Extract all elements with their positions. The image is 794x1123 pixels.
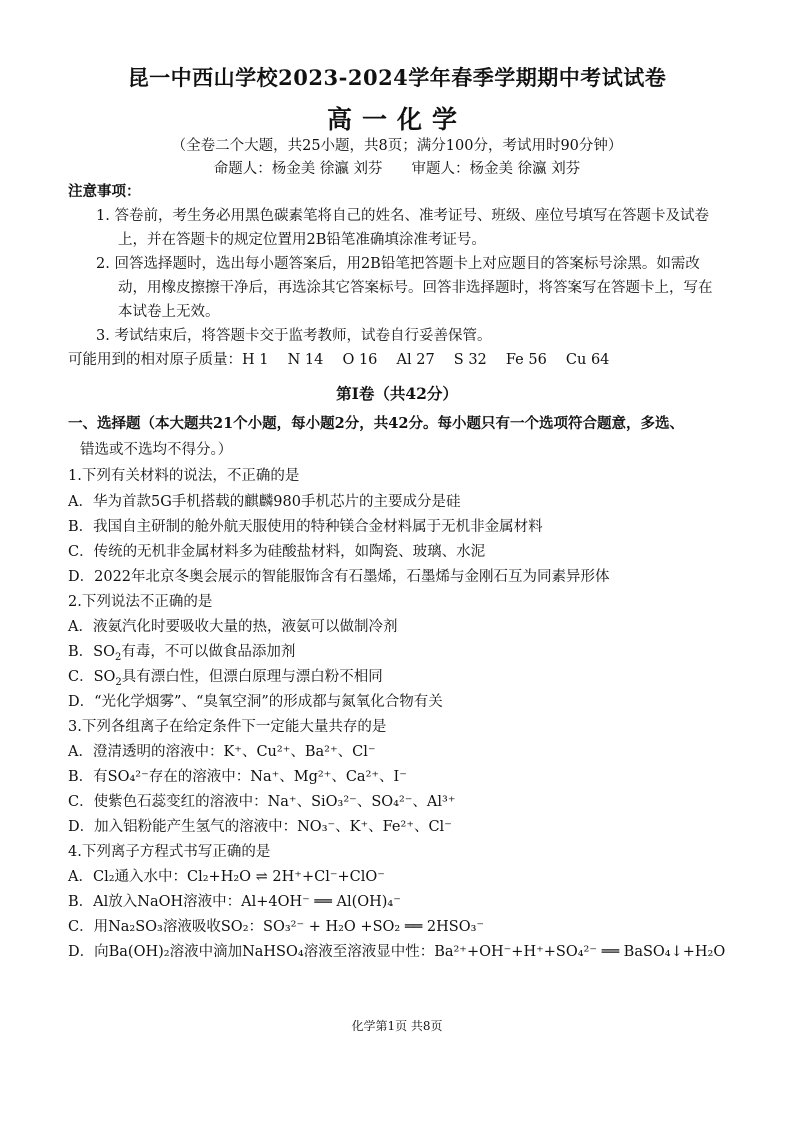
- q4-option-a: A．Cl₂通入水中：Cl₂+H₂O ⇌ 2H⁺+Cl⁻+ClO⁻: [68, 869, 385, 885]
- q3-option-d: D．加入铝粉能产生氢气的溶液中：NO₃⁻、K⁺、Fe²⁺、Cl⁻: [68, 819, 452, 835]
- exam-authors: 命题人：杨金美 徐瀛 刘芬 审题人：杨金美 徐瀛 刘芬: [213, 161, 581, 177]
- note-3: 3. 考试结束后，将答题卡交于监考教师，试卷自行妥善保管。: [96, 328, 492, 344]
- q2-option-a: A．液氨汽化时要吸收大量的热，液氨可以做制冷剂: [68, 619, 398, 635]
- subject-title: 高一化学: [326, 105, 467, 134]
- section-instruction-text: 一、选择题（本大题共21个小题，每小题2分，共42分。每小题只有一个选项符合题意，多选、: [68, 415, 684, 432]
- q2-option-c-part2: 具有漂白性，但漂白原理与漂白粉不相同: [121, 669, 383, 685]
- q2-option-b: B．$SO_2$有毒，不可以做食品添加剂: [68, 644, 296, 663]
- q2-option-b-part2: 有毒，不可以做食品添加剂: [121, 644, 296, 660]
- exam-info: （全卷二个大题，共25小题，共8页；满分100分，考试用时90分钟）: [171, 138, 623, 154]
- section-instruction-1: [68, 414, 684, 434]
- note-2a: 2. 回答选择题时，选出每小题答案后，用2B铅笔把答题卡上对应题目的答案标号涂黑。如需改: [96, 256, 700, 272]
- section-instruction-2: 错选或不选均不得分。）: [80, 442, 233, 458]
- q1-option-c: C．传统的无机非金属材料多为硅酸盐材料，如陶瓷、玻璃、水泥: [68, 544, 486, 560]
- q2-option-c-part1: C．SO: [68, 669, 116, 685]
- q1-option-a: A．华为首款5G手机搭载的麒麟980手机芯片的主要成分是硅: [68, 494, 461, 510]
- notes-heading: 注意事项：: [68, 183, 141, 200]
- q1-stem: 1.下列有关材料的说法，不正确的是: [68, 468, 300, 484]
- page-footer: 化学第1页 共8页: [351, 1019, 443, 1033]
- q2-stem: 2.下列说法不正确的是: [68, 594, 213, 610]
- q2-option-b-part1: B．SO: [68, 644, 115, 660]
- q3-option-c: C．使紫色石蕊变红的溶液中：Na⁺、SiO₃²⁻、SO₄²⁻、Al³⁺: [68, 794, 456, 810]
- part1-title: 第Ⅰ卷（共42分）: [336, 384, 458, 403]
- note-2b: 动，用橡皮擦擦干净后，再选涂其它答案标号。回答非选择题时，将答案写在答题卡上，写在: [118, 280, 713, 296]
- q3-option-b: B．有SO₄²⁻存在的溶液中：Na⁺、Mg²⁺、Ca²⁺、I⁻: [68, 769, 407, 785]
- exam-title: 昆一中西山学校2023-2024学年春季学期期中考试试卷: [127, 65, 667, 90]
- q1-option-d: D．2022年北京冬奥会展示的智能服饰含有石墨烯，石墨烯与金刚石互为同素异形体: [68, 569, 610, 585]
- q4-stem: 4.下列离子方程式书写正确的是: [68, 844, 271, 860]
- atomic-masses: 可能用到的相对原子质量：H 1 N 14 O 16 Al 27 S 32 Fe 56 Cu 64: [68, 352, 610, 368]
- q4-option-b: B．Al放入NaOH溶液中：Al+4OH⁻ ══ Al(OH)₄⁻: [68, 894, 401, 910]
- q2-option-c: C．$SO_2$具有漂白性，但漂白原理与漂白粉不相同: [68, 669, 383, 688]
- q3-option-a: A．澄清透明的溶液中：K⁺、Cu²⁺、Ba²⁺、Cl⁻: [68, 744, 376, 760]
- q1-option-b: B．我国自主研制的舱外航天服使用的特种镁合金材料属于无机非金属材料: [68, 519, 543, 535]
- note-1b: 上，并在答题卡的规定位置用2B铅笔准确填涂准考证号。: [118, 232, 486, 248]
- q4-option-d: D．向Ba(OH)₂溶液中滴加NaHSO₄溶液至溶液显中性：Ba²⁺+OH⁻+H⁺+SO₄²⁻ ══ BaSO₄↓+H₂O: [68, 944, 726, 960]
- q2-option-d: D．“光化学烟雾”、“臭氧空洞”的形成都与氮氧化合物有关: [68, 694, 443, 710]
- note-2c: 本试卷上无效。: [118, 304, 220, 320]
- q3-stem: 3.下列各组离子在给定条件下一定能大量共存的是: [68, 719, 387, 735]
- q4-option-c: C．用Na₂SO₃溶液吸收SO₂：SO₃²⁻ + H₂O +SO₂ ══ 2HSO₃⁻: [68, 919, 485, 935]
- note-1a: 1. 答卷前，考生务必用黑色碳素笔将自己的姓名、准考证号、班级、座位号填写在答题卡及试卷: [96, 208, 709, 224]
